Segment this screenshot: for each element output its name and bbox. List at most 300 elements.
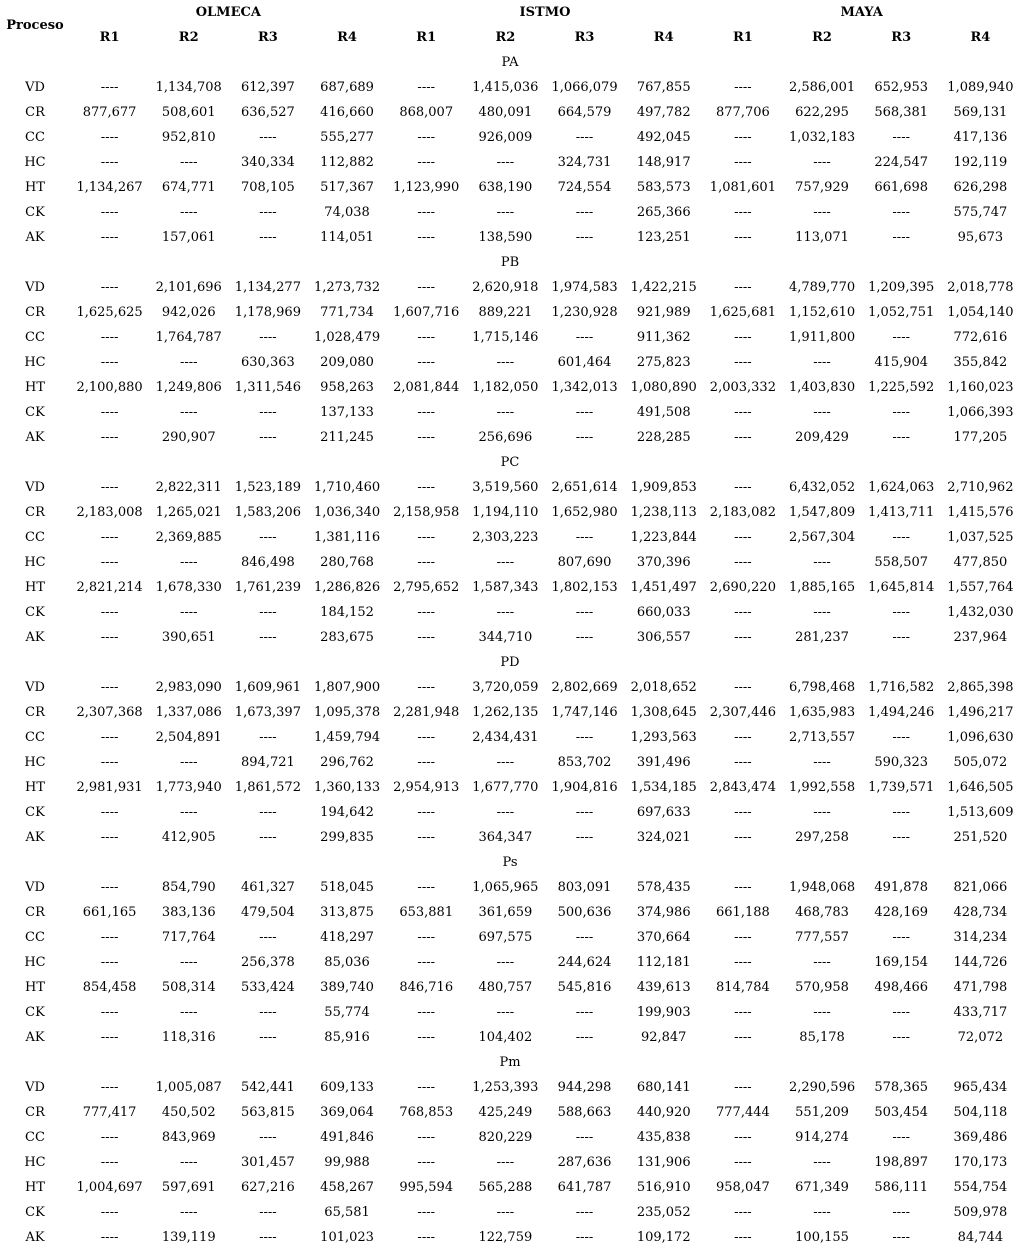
table-cell: 313,875 (320, 905, 374, 920)
table-cell: 251,520 (953, 830, 1008, 845)
table-cell: 661,165 (82, 905, 137, 920)
table-cell: 280,768 (320, 555, 374, 570)
table-cell: ---- (417, 1005, 435, 1020)
table-cell: 1,037,525 (947, 530, 1014, 545)
row-label: AK (25, 230, 45, 245)
table-cell: 1,238,113 (630, 505, 697, 520)
table-cell: 2,183,008 (76, 505, 143, 520)
table-cell: 1,607,716 (393, 305, 460, 320)
table-row (0, 525, 1020, 550)
table-cell: ---- (496, 605, 515, 620)
table-cell: ---- (496, 405, 515, 420)
table-cell: ---- (892, 930, 910, 945)
table-cell: 2,018,778 (947, 280, 1014, 295)
table-cell: 112,181 (636, 955, 691, 970)
table-cell: ---- (417, 1155, 435, 1170)
row-label: CC (25, 1130, 45, 1145)
table-cell: ---- (892, 805, 910, 820)
table-cell: 297,258 (795, 830, 849, 845)
table-cell: 1,223,844 (630, 530, 697, 545)
table-cell: 1,054,140 (947, 305, 1014, 320)
table-cell: ---- (813, 1205, 831, 1220)
table-cell: ---- (734, 1205, 752, 1220)
table-cell: 1,587,343 (472, 580, 539, 595)
table-cell: ---- (734, 605, 752, 620)
table-cell: 123,251 (636, 230, 691, 245)
table-cell: 1,739,571 (868, 780, 935, 795)
table-cell: ---- (575, 405, 594, 420)
table-cell: 2,281,948 (393, 705, 460, 720)
table-cell: 364,347 (478, 830, 533, 845)
table-cell: 3,519,560 (472, 480, 539, 495)
table-cell: ---- (417, 280, 435, 295)
table-cell: 1,716,582 (868, 680, 935, 695)
table-cell: 1,645,814 (868, 580, 935, 595)
round-header: R1 (732, 30, 753, 45)
table-cell: ---- (417, 630, 435, 645)
table-row (0, 150, 1020, 175)
table-cell: 192,119 (953, 155, 1008, 170)
table-cell: ---- (734, 680, 752, 695)
table-cell: 757,929 (795, 180, 849, 195)
section-label: PA (501, 55, 519, 70)
table-cell: 586,111 (874, 1180, 929, 1195)
table-cell: 914,274 (795, 1130, 849, 1145)
table-cell: 777,557 (795, 930, 849, 945)
table-cell: 114,051 (320, 230, 374, 245)
table-cell: 671,349 (795, 1180, 849, 1195)
table-cell: 235,052 (636, 1205, 691, 1220)
table-cell: ---- (892, 1230, 910, 1245)
table-cell: 194,642 (320, 805, 374, 820)
section-label: PB (500, 255, 520, 270)
table-row (0, 225, 1020, 250)
table-cell: 1,273,732 (313, 280, 381, 295)
round-header-row (0, 25, 1020, 50)
table-cell: 148,917 (636, 155, 691, 170)
table-row (0, 725, 1020, 750)
table-cell: 2,567,304 (788, 530, 856, 545)
table-cell: ---- (734, 330, 752, 345)
table-cell: 1,005,087 (155, 1080, 222, 1095)
table-cell: 2,981,931 (76, 780, 143, 795)
table-cell: ---- (259, 805, 277, 820)
table-cell: ---- (259, 830, 277, 845)
table-cell: 275,823 (636, 355, 691, 370)
table-cell: ---- (496, 805, 515, 820)
table-cell: 1,773,940 (155, 780, 222, 795)
table-cell: 314,234 (953, 930, 1008, 945)
row-label: CC (25, 530, 45, 545)
table-cell: 1,609,961 (234, 680, 301, 695)
table-cell: ---- (100, 1205, 119, 1220)
table-cell: ---- (575, 1005, 594, 1020)
table-cell: 1,178,969 (234, 305, 301, 320)
table-cell: ---- (100, 1080, 119, 1095)
table-cell: ---- (259, 1130, 277, 1145)
table-cell: ---- (417, 230, 435, 245)
row-label: CK (25, 405, 45, 420)
table-cell: ---- (734, 730, 752, 745)
table-cell: 558,507 (874, 555, 929, 570)
table-cell: 461,327 (241, 880, 295, 895)
table-cell: ---- (734, 930, 752, 945)
table-cell: 771,734 (320, 305, 374, 320)
table-cell: 1,286,826 (313, 580, 381, 595)
table-cell: 112,882 (320, 155, 374, 170)
table-cell: 583,573 (636, 180, 691, 195)
table-cell: 84,744 (957, 1230, 1004, 1245)
table-cell: 418,297 (320, 930, 374, 945)
table-body (0, 50, 1020, 1250)
table-cell: 498,466 (874, 980, 929, 995)
table-cell: 287,636 (557, 1155, 612, 1170)
table-cell: 1,494,246 (868, 705, 935, 720)
table-cell: 113,071 (795, 230, 849, 245)
table-cell: 777,417 (82, 1105, 137, 1120)
table-cell: 2,504,891 (155, 730, 222, 745)
row-label: CR (25, 505, 45, 520)
table-cell: ---- (734, 480, 752, 495)
table-cell: 1,095,378 (313, 705, 381, 720)
table-cell: 1,152,610 (788, 305, 856, 320)
table-cell: 412,905 (161, 830, 216, 845)
table-cell: 1,308,645 (630, 705, 697, 720)
table-cell: 2,290,596 (788, 1080, 856, 1095)
table-cell: 1,262,135 (472, 705, 539, 720)
table-cell: 369,486 (953, 1130, 1008, 1145)
table-cell: ---- (100, 605, 119, 620)
table-cell: ---- (496, 755, 515, 770)
row-label: CC (25, 130, 45, 145)
table-cell: 1,547,809 (788, 505, 856, 520)
table-cell: 1,904,816 (551, 780, 618, 795)
table-cell: 724,554 (557, 180, 612, 195)
table-cell: ---- (734, 880, 752, 895)
table-row (0, 1025, 1020, 1050)
table-row (0, 400, 1020, 425)
table-cell: 65,581 (324, 1205, 370, 1220)
table-cell: 95,673 (957, 230, 1004, 245)
row-label: CR (25, 905, 45, 920)
table-cell: ---- (417, 205, 435, 220)
table-cell: ---- (100, 1155, 119, 1170)
table-cell: ---- (259, 605, 277, 620)
table-cell: 256,378 (241, 955, 295, 970)
table-cell: ---- (734, 955, 752, 970)
table-cell: 1,089,940 (947, 80, 1014, 95)
table-row (0, 625, 1020, 650)
table-cell: 545,816 (557, 980, 612, 995)
table-cell: 565,288 (478, 1180, 533, 1195)
table-cell: 1,134,708 (155, 80, 222, 95)
table-cell: ---- (496, 355, 515, 370)
round-header: R3 (574, 30, 595, 45)
table-cell: 2,795,652 (393, 580, 460, 595)
round-header: R2 (812, 30, 832, 45)
table-cell: 301,457 (241, 1155, 295, 1170)
table-row (0, 800, 1020, 825)
row-label: CR (25, 105, 45, 120)
row-label: CC (25, 730, 45, 745)
table-cell: 209,429 (795, 430, 849, 445)
table-cell: ---- (734, 630, 752, 645)
table-cell: ---- (575, 230, 594, 245)
table-cell: 299,835 (320, 830, 374, 845)
table-cell: ---- (496, 205, 515, 220)
row-label: VD (25, 480, 45, 495)
table-cell: 209,080 (320, 355, 374, 370)
table-cell: 894,721 (241, 755, 295, 770)
row-label: CC (25, 930, 45, 945)
table-cell: 597,691 (161, 1180, 216, 1195)
table-cell: 661,188 (716, 905, 770, 920)
table-cell: 1,992,558 (788, 780, 856, 795)
table-cell: 122,759 (478, 1230, 533, 1245)
table-row (0, 200, 1020, 225)
table-cell: ---- (417, 330, 435, 345)
table-cell: 85,036 (324, 955, 370, 970)
table-cell: 1,032,183 (788, 130, 856, 145)
table-cell: 265,366 (636, 205, 691, 220)
table-cell: 389,740 (320, 980, 374, 995)
table-cell: ---- (417, 930, 435, 945)
table-cell: 1,911,800 (788, 330, 856, 345)
table-cell: ---- (259, 930, 277, 945)
table-cell: ---- (575, 730, 594, 745)
table-cell: 85,178 (799, 1030, 845, 1045)
table-cell: ---- (575, 130, 594, 145)
table-cell: 491,508 (636, 405, 691, 420)
table-cell: 139,119 (161, 1230, 216, 1245)
table-cell: 2,821,214 (76, 580, 143, 595)
table-cell: 283,675 (320, 630, 374, 645)
table-cell: 1,080,890 (630, 380, 697, 395)
table-row (0, 600, 1020, 625)
table-cell: 1,678,330 (155, 580, 222, 595)
table-cell: ---- (813, 205, 831, 220)
table-cell: ---- (179, 755, 198, 770)
table-row (0, 1125, 1020, 1150)
table-cell: 2,802,669 (551, 680, 618, 695)
group-header-row (0, 0, 1020, 25)
section-label: Ps (502, 855, 518, 870)
table-cell: 361,659 (478, 905, 533, 920)
table-cell: 416,660 (320, 105, 374, 120)
table-cell: 131,906 (636, 1155, 691, 1170)
table-cell: 391,496 (636, 755, 691, 770)
table-cell: 480,091 (478, 105, 533, 120)
table-cell: 1,673,397 (234, 705, 301, 720)
table-cell: 390,651 (161, 630, 216, 645)
table-cell: ---- (259, 405, 277, 420)
table-row (0, 975, 1020, 1000)
table-cell: 652,953 (874, 80, 929, 95)
table-cell: 2,822,311 (155, 480, 222, 495)
table-cell: ---- (496, 555, 515, 570)
table-cell: 697,575 (478, 930, 533, 945)
table-cell: ---- (100, 405, 119, 420)
table-cell: ---- (734, 230, 752, 245)
row-label: CC (25, 330, 45, 345)
table-cell: 355,842 (953, 355, 1008, 370)
table-cell: 439,613 (636, 980, 691, 995)
row-label: AK (25, 430, 45, 445)
table-cell: ---- (179, 205, 198, 220)
table-cell: ---- (100, 755, 119, 770)
table-cell: 503,454 (874, 1105, 929, 1120)
row-label: HT (24, 180, 45, 195)
table-cell: ---- (734, 1030, 752, 1045)
table-cell: 660,033 (636, 605, 691, 620)
table-cell: 477,850 (953, 555, 1008, 570)
row-label: AK (25, 1030, 45, 1045)
table-cell: ---- (179, 155, 198, 170)
table-cell: ---- (892, 830, 910, 845)
table-cell: 497,782 (636, 105, 691, 120)
table-cell: ---- (259, 205, 277, 220)
row-label: HC (24, 355, 46, 370)
table-cell: 555,277 (320, 130, 374, 145)
table-cell: 1,081,601 (709, 180, 776, 195)
table-cell: ---- (496, 955, 515, 970)
table-cell: 500,636 (557, 905, 612, 920)
table-cell: ---- (179, 1005, 198, 1020)
table-cell: 877,677 (82, 105, 137, 120)
table-cell: 281,237 (795, 630, 849, 645)
table-cell: ---- (100, 230, 119, 245)
table-cell: 638,190 (478, 180, 533, 195)
round-header: R3 (891, 30, 912, 45)
table-cell: 100,155 (795, 1230, 849, 1245)
table-cell: 157,061 (161, 230, 216, 245)
table-cell: ---- (179, 605, 198, 620)
table-cell: 772,616 (953, 330, 1008, 345)
table-cell: ---- (417, 430, 435, 445)
table-cell: ---- (259, 230, 277, 245)
table-cell: 6,798,468 (788, 680, 856, 695)
table-cell: ---- (417, 755, 435, 770)
table-cell: ---- (100, 1030, 119, 1045)
table-cell: ---- (179, 1155, 198, 1170)
table-cell: 1,337,086 (155, 705, 222, 720)
row-label: HT (24, 980, 45, 995)
table-cell: 144,726 (953, 955, 1008, 970)
table-cell: 680,141 (636, 1080, 691, 1095)
table-cell: 433,717 (953, 1005, 1008, 1020)
table-cell: ---- (100, 280, 119, 295)
table-cell: 2,651,614 (551, 480, 618, 495)
table-cell: 627,216 (241, 1180, 295, 1195)
table-cell: 697,633 (636, 805, 691, 820)
table-cell: 290,907 (161, 430, 216, 445)
section-row (0, 450, 1020, 475)
table-row (0, 900, 1020, 925)
table-cell: 868,007 (399, 105, 454, 120)
table-cell: 1,764,787 (155, 330, 222, 345)
table-row (0, 575, 1020, 600)
table-cell: ---- (259, 130, 277, 145)
table-cell: 1,496,217 (947, 705, 1014, 720)
table-cell: 2,434,431 (472, 730, 539, 745)
table-cell: 1,360,133 (313, 780, 381, 795)
table-cell: 224,547 (874, 155, 929, 170)
table-row (0, 1200, 1020, 1225)
table-cell: ---- (575, 930, 594, 945)
table-cell: ---- (417, 530, 435, 545)
table-cell: ---- (417, 880, 435, 895)
group-header-istmo: ISTMO (519, 5, 571, 20)
row-label: VD (25, 680, 45, 695)
table-cell: 1,523,189 (234, 480, 301, 495)
table-cell: 383,136 (161, 905, 216, 920)
table-cell: 492,045 (636, 130, 691, 145)
table-cell: 1,123,990 (393, 180, 460, 195)
table-cell: ---- (100, 330, 119, 345)
table-cell: ---- (100, 80, 119, 95)
table-cell: 101,023 (320, 1230, 374, 1245)
table-cell: 1,253,393 (472, 1080, 539, 1095)
table-cell: ---- (100, 680, 119, 695)
table-cell: 995,594 (399, 1180, 454, 1195)
table-cell: ---- (417, 805, 435, 820)
table-cell: ---- (734, 80, 752, 95)
table-cell: 324,021 (636, 830, 691, 845)
table-cell: 2,954,913 (393, 780, 460, 795)
table-cell: 1,225,592 (868, 380, 935, 395)
table-cell: ---- (100, 830, 119, 845)
row-label: HC (24, 755, 46, 770)
table-cell: 55,774 (324, 1005, 370, 1020)
table-row (0, 750, 1020, 775)
table-row (0, 1100, 1020, 1125)
table-cell: 2,101,696 (155, 280, 222, 295)
table-cell: 1,652,980 (551, 505, 618, 520)
table-row (0, 275, 1020, 300)
table-cell: 2,183,082 (709, 505, 776, 520)
table-cell: ---- (417, 555, 435, 570)
table-cell: 2,843,474 (709, 780, 776, 795)
table-cell: 1,182,050 (472, 380, 539, 395)
table-cell: 570,958 (795, 980, 849, 995)
table-cell: ---- (100, 930, 119, 945)
table-cell: 177,205 (953, 430, 1008, 445)
table-cell: 803,091 (557, 880, 612, 895)
table-row (0, 425, 1020, 450)
table-cell: 846,716 (399, 980, 454, 995)
table-cell: 306,557 (636, 630, 691, 645)
table-cell: ---- (417, 680, 435, 695)
table-cell: ---- (892, 1005, 910, 1020)
table-row (0, 300, 1020, 325)
round-header: R1 (99, 30, 120, 45)
table-cell: ---- (734, 1155, 752, 1170)
table-cell: 435,838 (636, 1130, 691, 1145)
table-cell: 568,381 (874, 105, 929, 120)
table-cell: 491,846 (320, 1130, 374, 1145)
table-cell: 1,066,393 (947, 405, 1014, 420)
table-cell: ---- (496, 1155, 515, 1170)
table-cell: 184,152 (320, 605, 374, 620)
table-cell: 2,307,368 (76, 705, 143, 720)
table-cell: 1,451,497 (630, 580, 697, 595)
table-cell: ---- (100, 355, 119, 370)
table-cell: 846,498 (241, 555, 295, 570)
table-cell: ---- (734, 755, 752, 770)
table-cell: 74,038 (324, 205, 370, 220)
table-cell: ---- (813, 605, 831, 620)
row-label: HC (24, 955, 46, 970)
